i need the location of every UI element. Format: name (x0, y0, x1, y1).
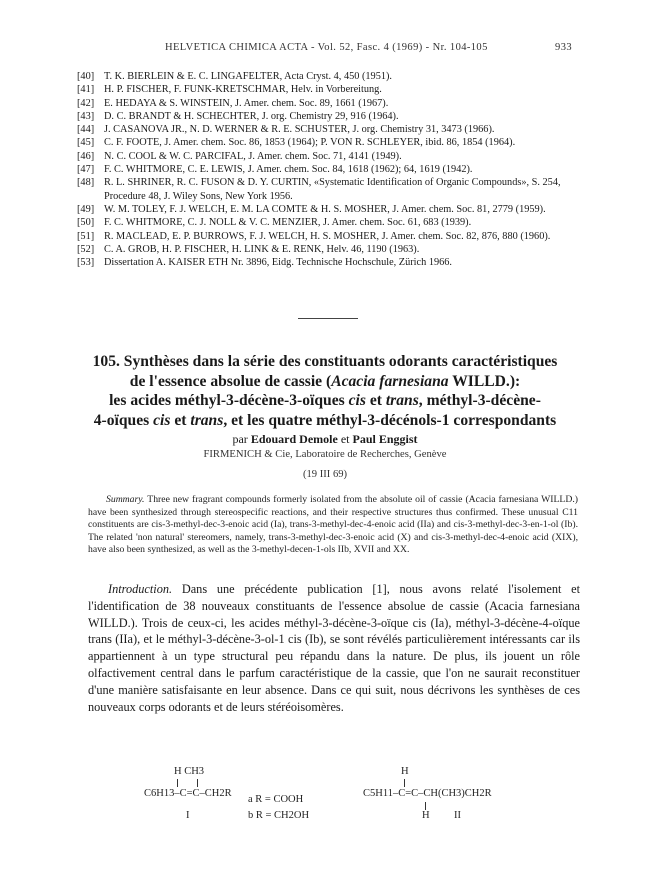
formula-variant-b: b R = CH2OH (248, 810, 310, 821)
reference-number: [53] (77, 257, 95, 269)
formula-2-bottom-h: H (422, 810, 430, 821)
formula-1-bond-h (177, 779, 178, 787)
received-date: (19 III 69) (302, 469, 348, 480)
reference-text: R. MACLEAD, E. P. BURROWS, F. J. WELCH, H. S. MOSHER, J. Amer. chem. Soc. 82, 876, 880 (1960). (104, 230, 551, 242)
reference-list (77, 70, 587, 269)
formula-1-substituents: H CH3 (174, 766, 205, 777)
reference-text: F. C. WHITMORE, C. E. LEWIS, J. Amer. chem. Soc. 84, 1618 (1962); 64, 1619 (1942). (104, 164, 473, 176)
reference-number: [51] (77, 230, 95, 242)
author-line (60, 432, 590, 447)
reference-text: D. C. BRANDT & H. SCHECHTER, J. org. Chemistry 29, 916 (1964). (104, 110, 399, 122)
title-trans-2: trans (190, 411, 224, 429)
reference-item (77, 136, 587, 149)
reference-item (77, 123, 587, 136)
formula-2-chain: C5H11–C=C–CH(CH3)CH2R (363, 788, 492, 799)
reference-item (77, 83, 587, 96)
reference-item (77, 163, 587, 176)
author-2: Paul Enggist (352, 432, 418, 446)
reference-item (77, 70, 587, 83)
summary-text: Three new fragrant compounds formerly isolated from the absolute oil of cassie (Acacia farnesiana WILLD.) have been synthesized through stereospecific reactions, and their respective structures thus confirmed. These unusual C11 constituents are cis-3-methyl-dec-3-enoic acid (Ia), trans-3-methyl-dec-4-enoic acid (IIa) and cis-3-methyl-dec-3-en-1-ol (Ib). The related 'non natural' stereomers, namely, trans-3-methyl-dec-3-enoic acid (X) and cis-3-methyl-dec-4-enoic acid (XIX), have also been synthesized, as well as the 3-methyl-decen-1-ols IIb, XVII and XX. (88, 494, 578, 556)
reference-item (77, 150, 587, 163)
title-line-1: 105. Synthèses dans la série des constituants odorants caractéristiques (92, 353, 558, 370)
reference-text: C. F. FOOTE, J. Amer. chem. Soc. 86, 1853 (1964); P. VON R. SCHLEYER, ibid. 86, 1854 (1964). (104, 137, 516, 149)
running-header (0, 42, 648, 56)
reference-item (77, 243, 587, 256)
reference-text: E. HEDAYA & S. WINSTEIN, J. Amer. chem. Soc. 89, 1661 (1967). (104, 97, 389, 109)
title-cis: cis (348, 392, 366, 410)
reference-text: W. M. TOLEY, F. J. WELCH, E. M. LA COMTE & H. S. MOSHER, J. Amer. chem. Soc. 81, 2779 (1959). (104, 203, 546, 215)
reference-text: T. K. BIERLEIN & E. C. LINGAFELTER, Acta Cryst. 4, 450 (1951). (104, 71, 393, 82)
formula-1-label: I (186, 810, 190, 821)
introduction-text: Dans une précédente publication [1], nous avons relaté l'isolement et l'identification de 38 nouveaux constituants de l'essence absolue de cassie (Acacia farnesiana WILLD.). Trois de ceux-ci, les acides méthyl-3-décène-3-oïque cis (Ia), méthyl-3-décène-4-oïque trans (IIa), et le méthyl-3-décène-3-ol-1 cis (Ib), se sont révélés particulièrement intéressants car ils appartiennent à un type structural peu répandu dans la nature. De plus, ils jouent un rôle olfactivement central dans le parfum caractéristique de la cassie, que l'on ne saurait reconstituer d'une manière satisfaisante en leur absence. Dans ce qui suit, nous décrivons les synthèses de ces nouveaux corps odorants et de leurs stéréoisomères. (88, 582, 580, 714)
reference-text: N. C. COOL & W. C. PARCIFAL, J. Amer. chem. Soc. 71, 4141 (1949). (104, 150, 402, 162)
authors-par: par (232, 432, 251, 446)
formula-variant-a: a R = COOH (248, 794, 304, 805)
reference-text: J. CASANOVA JR., N. D. WERNER & R. E. SCHUSTER, J. org. Chemistry 31, 3473 (1966). (104, 124, 495, 136)
reference-number: [49] (77, 203, 95, 215)
running-title: HELVETICA CHIMICA ACTA - Vol. 52, Fasc. 4 (1969) - Nr. 104-105 (165, 42, 488, 53)
reference-text: C. A. GROB, H. P. FISCHER, H. LINK & E. RENK, Helv. 46, 1190 (1963). (104, 243, 420, 255)
reference-text: F. C. WHITMORE, C. J. NOLL & V. C. MENZIER, J. Amer. chem. Soc. 61, 683 (1939). (104, 217, 472, 229)
reference-number: [40] (77, 71, 95, 82)
reference-number: [46] (77, 150, 95, 162)
reference-text: Dissertation A. KAISER ETH Nr. 3896, Eidg. Technische Hochschule, Zürich 1966. (104, 257, 452, 269)
title-line-3-end: , méthyl-3-décène- (418, 392, 541, 410)
formula-2-bond-top (404, 779, 405, 787)
introduction-paragraph (88, 581, 580, 715)
affiliation: FIRMENICH & Cie, Laboratoire de Recherches, Genève (203, 449, 447, 460)
reference-item (77, 110, 587, 123)
summary-paragraph (88, 494, 578, 557)
formula-1-bond-ch3 (197, 779, 198, 787)
article-title (60, 352, 590, 430)
reference-number: [44] (77, 124, 95, 136)
section-divider (298, 318, 358, 319)
reference-item (77, 256, 587, 269)
title-cis-2: cis (153, 411, 171, 429)
reference-number: [52] (77, 243, 95, 255)
reference-number: [42] (77, 97, 95, 109)
reference-number: [47] (77, 164, 95, 176)
reference-number: [41] (77, 84, 95, 96)
introduction-label: Introduction. (108, 582, 173, 596)
title-species: Acacia farnesiana (331, 372, 449, 390)
title-line-2-end: WILLD.): (448, 372, 521, 390)
title-line-2: de l'essence absolue de cassie ( (129, 372, 332, 390)
page-number: 933 (555, 42, 572, 53)
title-line-4-end: , et les quatre méthyl-3-décénols-1 correspondants (223, 411, 557, 429)
reference-number: [43] (77, 110, 95, 122)
reference-item (77, 97, 587, 110)
formula-2-label: II (454, 810, 461, 821)
reference-number: [48] (77, 177, 95, 189)
title-and-2: et (170, 411, 191, 429)
reference-item (77, 216, 587, 229)
summary-label: Summary. (106, 494, 145, 505)
reference-item (77, 176, 587, 203)
title-and: et (365, 392, 386, 410)
title-line-4: 4-oïques (93, 411, 154, 429)
reference-item (77, 203, 587, 216)
author-1: Edouard Demole (250, 432, 338, 446)
title-trans: trans (385, 392, 419, 410)
reference-text: R. L. SHRINER, R. C. FUSON & D. Y. CURTIN, «Systematic Identification of Organic Compounds», S. 254, Procedure 48, J. Wiley Sons, New York 1956. (104, 177, 561, 202)
formula-2-top-h: H (401, 766, 409, 777)
title-line-3: les acides méthyl-3-décène-3-oïques (109, 392, 349, 410)
authors-and: et (337, 432, 353, 446)
formula-1-chain: C6H13–C=C–CH2R (144, 788, 232, 799)
reference-text: H. P. FISCHER, F. FUNK-KRETSCHMAR, Helv. in Vorbereitung. (104, 84, 382, 96)
formula-2-bond-bottom (425, 802, 426, 810)
reference-number: [45] (77, 137, 95, 149)
reference-number: [50] (77, 217, 95, 229)
reference-item (77, 230, 587, 243)
structural-formulas (88, 766, 580, 846)
